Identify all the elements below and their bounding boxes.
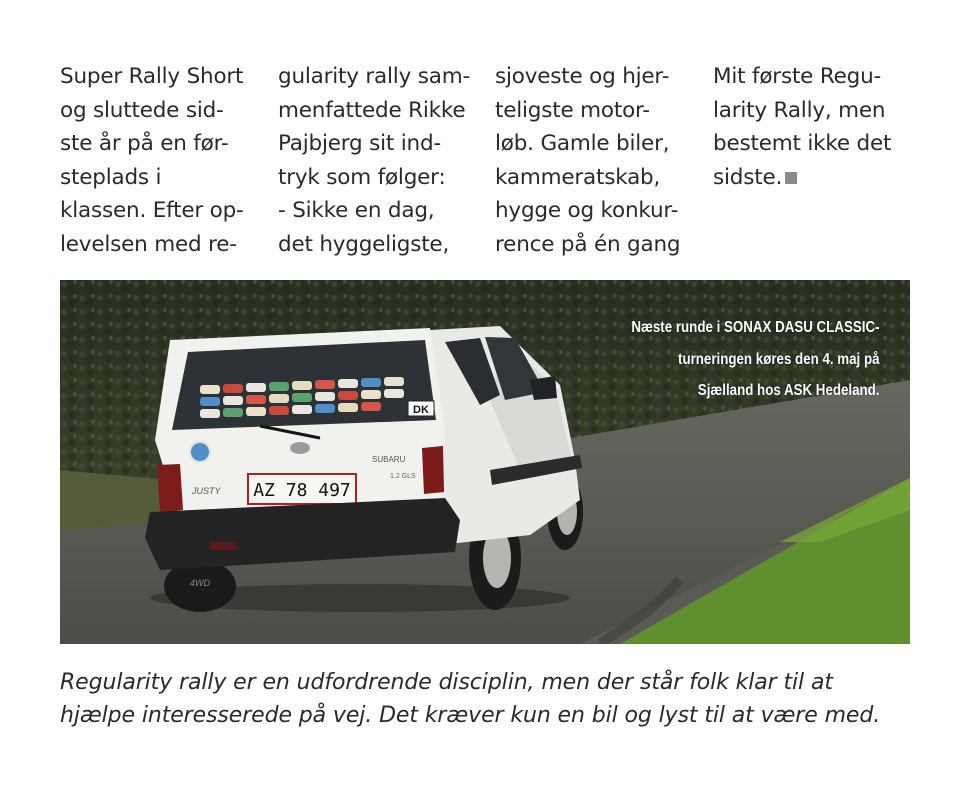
text-line: hygge og konkur- xyxy=(495,198,679,223)
text-line: steplads i xyxy=(60,164,162,190)
overlay-line: Sjælland hos ASK Hedeland. xyxy=(698,382,880,399)
text-line: menfattede Rikke xyxy=(278,97,466,123)
text-line: larity Rally, men xyxy=(713,97,886,123)
text-line-last xyxy=(713,161,918,195)
article-column-1 xyxy=(60,60,265,261)
overlay-line: Næste runde i SONAX DASU CLASSIC- xyxy=(631,319,880,336)
text-line: klassen. Efter op- xyxy=(60,198,244,223)
tail-light-left xyxy=(157,464,183,512)
photo-caption xyxy=(60,666,930,732)
text-line: levelsen med re- xyxy=(60,231,237,257)
trim-badge: 1.2 GLS xyxy=(390,473,416,480)
text-line: - Sikke en dag, xyxy=(278,198,435,223)
text-line: Super Rally Short xyxy=(60,64,244,89)
country-badge-text: DK xyxy=(413,404,429,416)
text-line-text: sidste. xyxy=(713,164,783,190)
brand-emblem xyxy=(290,442,310,454)
text-line: og sluttede sid- xyxy=(60,97,224,123)
end-of-article-square-icon xyxy=(785,172,797,184)
bumper-badge: 4WD xyxy=(190,578,210,588)
article-column-4 xyxy=(713,60,918,194)
caption-line: hjælpe interesserede på vej. Det kræver kun en bil og lyst til at være med. xyxy=(60,703,881,728)
article-column-2 xyxy=(278,60,483,261)
side-mirror xyxy=(530,376,557,400)
text-line: det hyggeligste, xyxy=(278,231,450,257)
tail-light-right xyxy=(422,446,444,494)
text-line: rence på én gang xyxy=(495,231,681,257)
photo-overlay-text xyxy=(632,312,880,407)
article-photo xyxy=(60,280,910,644)
round-sticker xyxy=(190,442,210,462)
text-line: sjoveste og hjer- xyxy=(495,64,670,89)
model-badge: JUSTY xyxy=(192,486,221,496)
brand-badge: SUBARU xyxy=(372,455,406,464)
overlay-line: turneringen køres den 4. maj på xyxy=(678,350,880,368)
article-column-3 xyxy=(495,60,700,261)
license-plate-text: AZ 78 497 xyxy=(253,480,351,501)
text-line: løb. Gamle biler, xyxy=(495,131,670,156)
text-line: Mit første Regu- xyxy=(713,64,882,89)
text-line: kammeratskab, xyxy=(495,164,661,190)
text-line: bestemt ikke det xyxy=(713,131,892,156)
text-line: tryk som følger: xyxy=(278,164,446,190)
text-line: gularity rally sam- xyxy=(278,64,471,89)
text-line: Pajbjerg sit ind- xyxy=(278,131,441,156)
text-line: ste år på en før- xyxy=(60,131,229,156)
text-line: teligste motor- xyxy=(495,97,650,123)
caption-line: Regularity rally er en udfordrende disciplin, men der står folk klar til at xyxy=(60,670,833,695)
